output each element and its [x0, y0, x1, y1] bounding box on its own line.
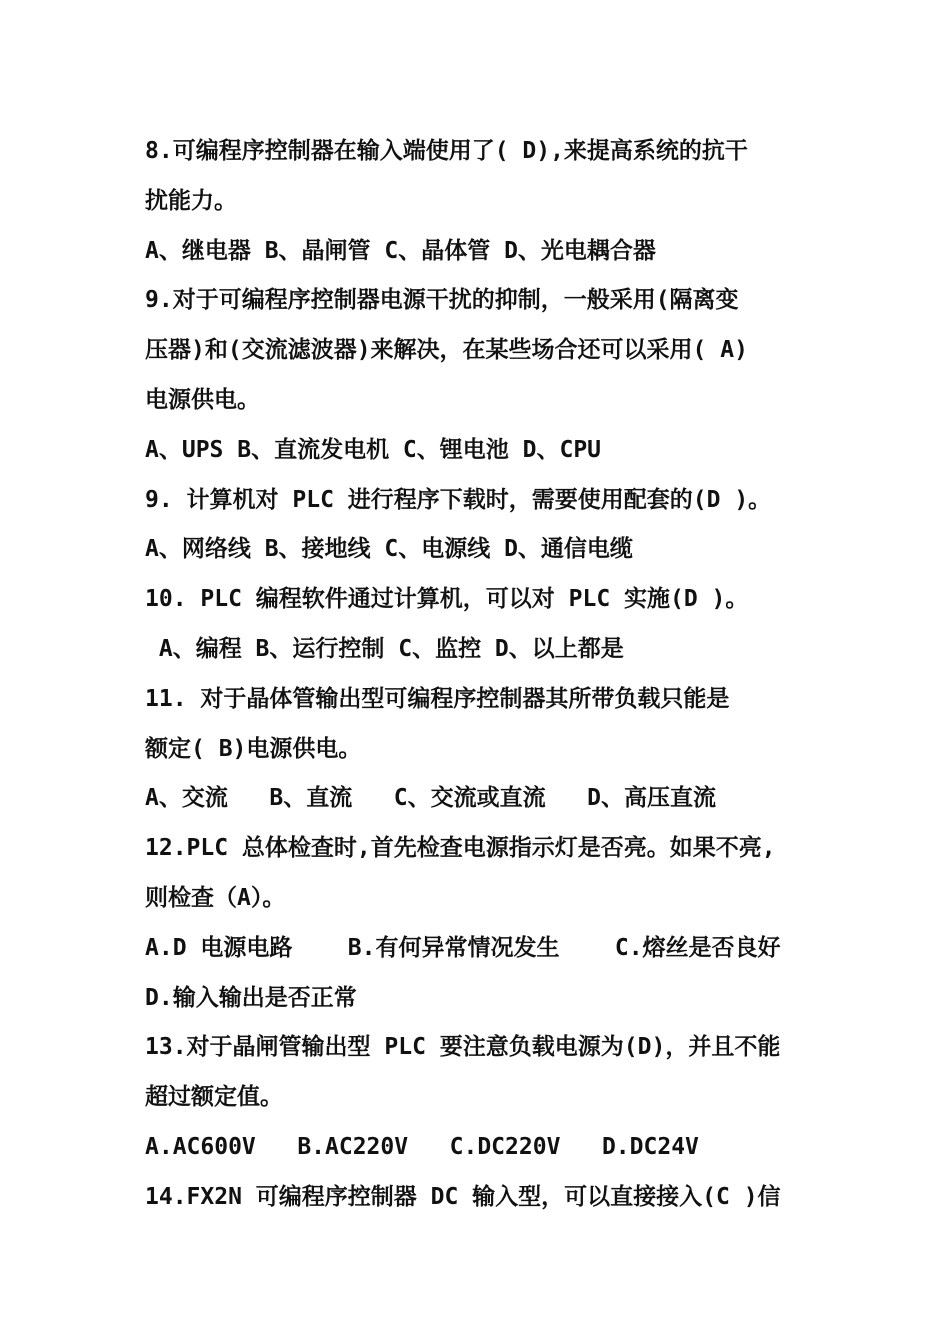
- question-11-line-2: 额定( B)电源供电。: [145, 735, 362, 762]
- question-12-line-2: 则检查（A）。: [145, 884, 286, 911]
- question-9a-line-2: 压器)和(交流滤波器)来解决，在某些场合还可以采用( A): [145, 337, 748, 364]
- question-8-options: A、继电器 B、晶闸管 C、晶体管 D、光电耦合器: [145, 237, 656, 264]
- question-12-options-2: D.输入输出是否正常: [145, 984, 357, 1011]
- question-11-line-1: 11. 对于晶体管输出型可编程序控制器其所带负载只能是: [145, 685, 730, 712]
- question-9b-options: A、网络线 B、接地线 C、电源线 D、通信电缆: [145, 536, 633, 563]
- question-13-options: A.AC600V B.AC220V C.DC220V D.DC24V: [145, 1133, 699, 1160]
- question-8-line-2: 扰能力。: [145, 187, 237, 214]
- question-12-line-1: 12.PLC 总体检查时,首先检查电源指示灯是否亮。如果不亮,: [145, 835, 776, 862]
- document-page: [145, 127, 813, 1223]
- question-12-options-1: A.D 电源电路 B.有何异常情况发生 C.熔丝是否良好: [145, 934, 781, 961]
- question-10-options: A、编程 B、运行控制 C、监控 D、以上都是: [145, 635, 624, 662]
- question-10-line-1: 10. PLC 编程软件通过计算机，可以对 PLC 实施(D )。: [145, 586, 749, 613]
- question-14-line-1: 14.FX2N 可编程序控制器 DC 输入型，可以直接接入(C )信: [145, 1183, 781, 1210]
- question-13-line-2: 超过额定值。: [145, 1084, 283, 1111]
- question-8-line-1: 8.可编程序控制器在输入端使用了( D),来提高系统的抗干: [145, 138, 748, 164]
- question-11-options: A、交流 B、直流 C、交流或直流 D、高压直流: [145, 785, 717, 812]
- question-9b-line-1: 9. 计算机对 PLC 进行程序下载时，需要使用配套的(D )。: [145, 486, 772, 513]
- question-9a-line-3: 电源供电。: [145, 386, 260, 413]
- question-9a-line-1: 9.对于可编程序控制器电源干扰的抑制，一般采用(隔离变: [145, 287, 739, 314]
- question-9a-options: A、UPS B、直流发电机 C、锂电池 D、CPU: [145, 436, 602, 463]
- question-13-line-1: 13.对于晶闸管输出型 PLC 要注意负载电源为(D)，并且不能: [145, 1034, 781, 1061]
